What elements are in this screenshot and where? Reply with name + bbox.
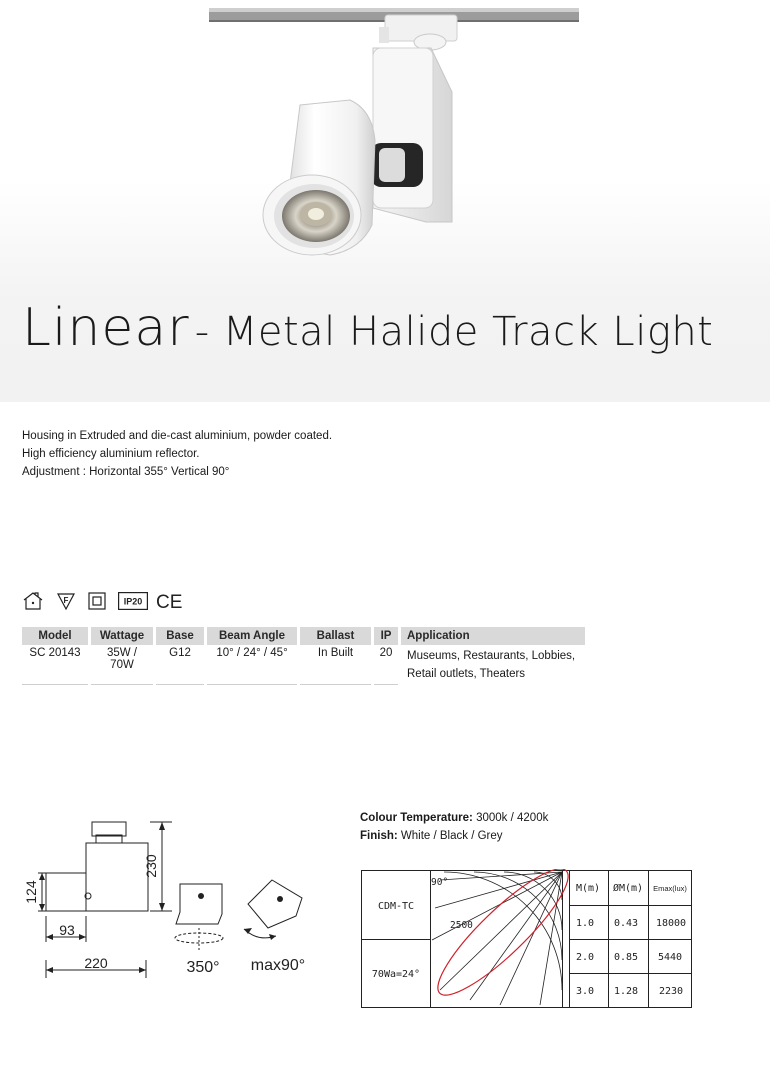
finish-label: Finish: xyxy=(360,830,398,842)
cell-beam-angle: 10° / 24° / 45° xyxy=(207,645,297,685)
dim-height-head: 124 xyxy=(23,880,39,904)
dim-width-head: 93 xyxy=(59,922,75,938)
header-ip: IP xyxy=(374,627,398,645)
ce-label: CE xyxy=(156,592,182,611)
f-mark-icon xyxy=(56,591,76,611)
row3-diameter: 1.28 xyxy=(613,986,639,997)
cell-ip: 20 xyxy=(374,645,398,685)
colour-temperature-value: 3000k / 4200k xyxy=(476,812,549,824)
application-line: Retail outlets, Theaters xyxy=(407,668,526,680)
page-title xyxy=(22,298,713,358)
ip20-icon xyxy=(118,592,148,610)
table-row xyxy=(22,645,585,685)
rotation-horizontal-label: 350° xyxy=(186,959,220,976)
certification-icons xyxy=(22,590,182,612)
intensity-label: 2500 xyxy=(450,920,473,931)
row3-distance: 3.0 xyxy=(575,986,595,997)
header-base: Base xyxy=(156,627,204,645)
spec-table xyxy=(19,627,588,685)
finish-line xyxy=(360,827,548,845)
description-line: Housing in Extruded and die-cast aluminium, powder coated. xyxy=(22,430,333,442)
colour-temperature-label: Colour Temperature: xyxy=(360,812,473,824)
row2-distance: 2.0 xyxy=(575,952,595,963)
product-description xyxy=(22,427,332,481)
header-application: Application xyxy=(401,627,585,645)
dimension-drawing xyxy=(0,810,340,990)
header-ballast: Ballast xyxy=(300,627,371,645)
row2-diameter: 0.85 xyxy=(613,952,639,963)
application-line: Museums, Restaurants, Lobbies, xyxy=(407,650,576,662)
row1-emax: 18000 xyxy=(655,918,687,929)
power-beam-label: 70Wa=24° xyxy=(371,969,421,980)
dim-width-total: 220 xyxy=(84,955,108,971)
cell-model: SC 20143 xyxy=(22,645,88,685)
row2-emax: 5440 xyxy=(657,952,683,963)
spec-header-row xyxy=(22,627,585,645)
polar-diagram xyxy=(432,872,562,1005)
title-sub: - Metal Halide Track Light xyxy=(194,309,714,355)
ce-mark-icon xyxy=(156,591,182,611)
colour-temperature-line xyxy=(360,809,548,827)
description-line: High efficiency aluminium reflector. xyxy=(22,448,200,460)
indoor-house-icon xyxy=(22,591,44,611)
cell-application xyxy=(401,645,585,685)
finish-value: White / Black / Grey xyxy=(400,830,503,842)
rotation-vertical-label: max90° xyxy=(250,957,306,974)
class-ii-icon xyxy=(88,592,106,610)
ip20-label: IP20 xyxy=(123,596,143,607)
cell-ballast: In Built xyxy=(300,645,371,685)
lamp-label: CDM-TC xyxy=(377,901,415,912)
photometric-table xyxy=(360,869,694,1009)
angle-label: 90° xyxy=(431,877,449,888)
row1-distance: 1.0 xyxy=(575,918,595,929)
header-beam-angle: Beam Angle xyxy=(207,627,297,645)
description-line: Adjustment : Horizontal 355° Vertical 90° xyxy=(22,466,230,478)
colour-finish-block xyxy=(360,809,548,845)
cell-base: G12 xyxy=(156,645,204,685)
header-wattage: Wattage xyxy=(91,627,153,645)
row1-diameter: 0.43 xyxy=(613,918,639,929)
dim-height-total: 230 xyxy=(143,854,159,878)
header-model: Model xyxy=(22,627,88,645)
hero-banner xyxy=(0,0,770,402)
row3-emax: 2230 xyxy=(658,986,684,997)
col-header-distance: M(m) xyxy=(575,883,601,894)
beam-curve xyxy=(424,869,581,1009)
col-header-emax: Emax(lux) xyxy=(653,884,687,893)
title-main: Linear xyxy=(22,298,190,358)
svg-text:F: F xyxy=(63,596,69,605)
cell-wattage: 35W / 70W xyxy=(91,645,153,685)
col-header-diameter: ØM(m) xyxy=(612,883,644,894)
